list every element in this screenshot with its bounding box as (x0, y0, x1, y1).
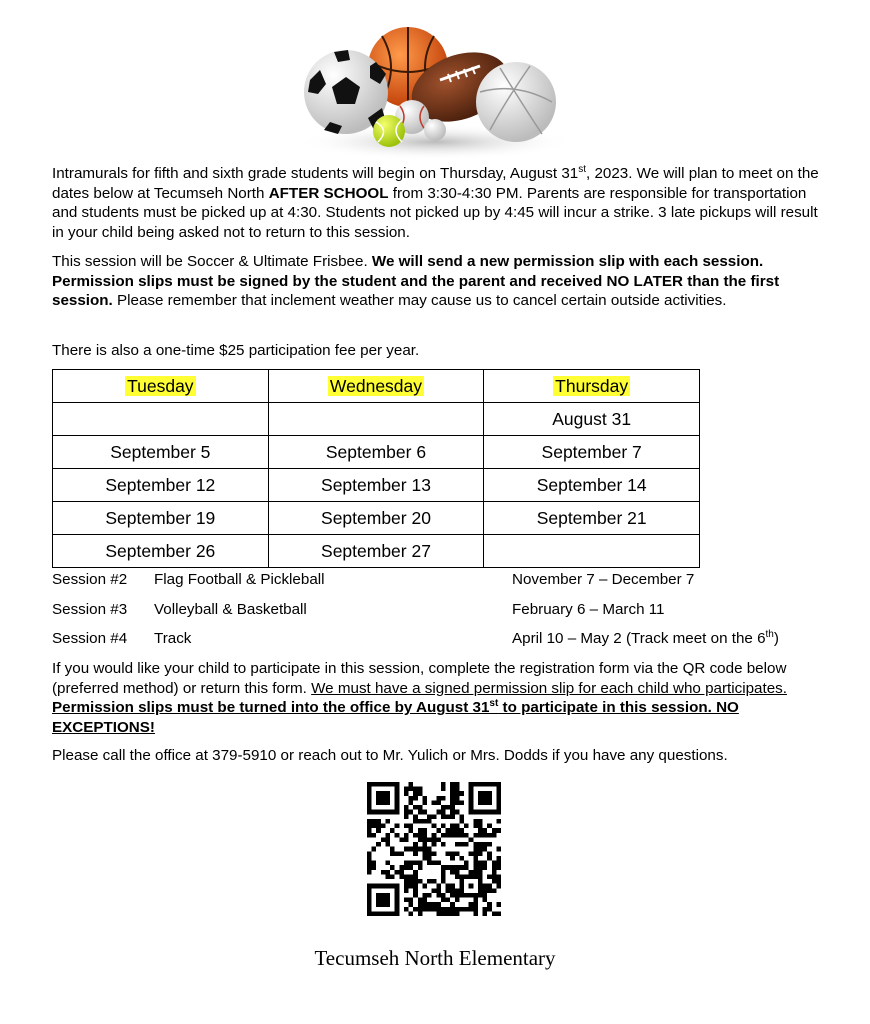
ordinal-suffix: th (765, 628, 774, 640)
session-dates (512, 600, 665, 620)
table-cell: September 6 (268, 436, 484, 469)
session-number: Session #2 (52, 571, 128, 588)
table-cell: September 13 (268, 469, 484, 502)
intro-text-c: from 3:30-4:30 PM. Parents are responsible for transportation and students must be picked up at 4:30. Students not picked up by 4:45 will incur a strike. 3 late pickups will result in your child being asked not to return to this session. (52, 184, 818, 241)
table-header-row (53, 370, 700, 403)
table-row (53, 403, 700, 436)
list-item (52, 600, 832, 630)
table-cell: September 19 (53, 502, 269, 535)
deadline-text-a: Permission slips must be turned into the office by August 31 (52, 699, 490, 716)
table-cell: September 7 (484, 436, 700, 469)
registration-paragraph (52, 659, 827, 737)
header-wednesday: Wednesday (329, 375, 423, 396)
table-cell: September 27 (268, 535, 484, 568)
table-row (53, 436, 700, 469)
registration-text: If you would like your child to participate in this session, complete the registration form via the QR code below (preferred method) or return this form. (52, 660, 787, 697)
session-info-paragraph (52, 252, 827, 311)
contact-paragraph: Please call the office at 379-5910 or reach out to Mr. Yulich or Mrs. Dodds if you have any questions. (52, 747, 728, 764)
session-name: Track (154, 630, 192, 647)
session-number: Session #3 (52, 600, 128, 618)
schedule-table (52, 369, 700, 568)
qr-code-icon[interactable] (360, 782, 508, 916)
table-cell: September 5 (53, 436, 269, 469)
table-cell (53, 403, 269, 436)
sessions-list (52, 570, 832, 659)
table-cell: September 21 (484, 502, 700, 535)
table-cell (268, 403, 484, 436)
session-text-b: Please remember that inclement weather may cause us to cancel certain outside activities. (112, 292, 727, 309)
session-dates-text: February 6 – March 11 (512, 600, 665, 618)
after-school-bold: AFTER SCHOOL (268, 184, 389, 202)
table-cell: September 12 (53, 469, 269, 502)
intro-text-b: , 2023. We will plan to meet on the dates below at Tecumseh North (52, 165, 819, 202)
session-dates (512, 629, 779, 649)
table-cell (484, 535, 700, 568)
header-cell (484, 370, 700, 403)
session-dates (512, 570, 694, 590)
table-cell: September 26 (53, 535, 269, 568)
deadline-text-b: to participate in this session. NO EXCEPTIONS! (52, 699, 739, 736)
permission-slip-bold: We will send a new permission slip with each session. Permission slips must be signed by the student and the parent and received NO LATER than the first session. (52, 253, 780, 309)
table-cell: September 20 (268, 502, 484, 535)
header-thursday: Thursday (555, 375, 629, 396)
session-name: Flag Football & Pickleball (154, 571, 325, 588)
table-row (53, 502, 700, 535)
ordinal-suffix: st (578, 163, 587, 175)
session-number: Session #4 (52, 630, 128, 647)
table-cell: August 31 (484, 403, 700, 436)
intro-paragraph (52, 164, 827, 242)
header-tuesday: Tuesday (127, 375, 194, 396)
session-dates-text: November 7 – December 7 (512, 571, 695, 588)
header-cell (53, 370, 269, 403)
table-row (53, 469, 700, 502)
session-name: Volleyball & Basketball (154, 600, 307, 618)
deadline-bold (52, 699, 739, 736)
school-name-footer: Tecumseh North Elementary (314, 946, 556, 970)
intro-text-a: Intramurals for fifth and sixth grade students will begin on Thursday, August 31 (52, 165, 579, 182)
sports-balls-icon (290, 22, 580, 162)
table-row (53, 535, 700, 568)
session-text-a: This session will be Soccer & Ultimate Frisbee. (52, 253, 372, 270)
session-dates-tail: ) (773, 630, 779, 647)
fee-paragraph: There is also a one-time $25 participation fee per year. (52, 342, 420, 359)
ordinal-suffix: st (489, 697, 499, 709)
list-item (52, 570, 832, 600)
list-item (52, 629, 832, 659)
session-dates-text: April 10 – May 2 (Track meet on the 6 (512, 630, 766, 647)
table-cell: September 14 (484, 469, 700, 502)
header-cell (268, 370, 484, 403)
signed-slip-underline: We must have a signed permission slip for each child who participates. (311, 679, 787, 697)
